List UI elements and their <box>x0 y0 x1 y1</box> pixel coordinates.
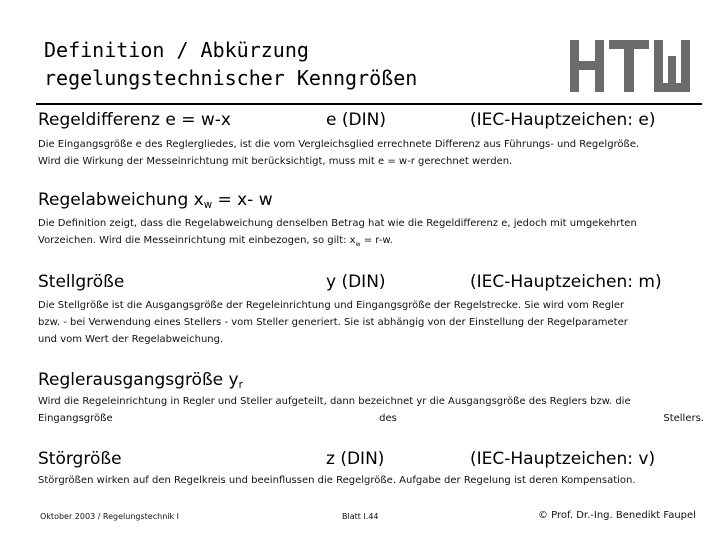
text-word: Stellers. <box>663 413 704 424</box>
symbol-regeldifferenz: e (DIN) <box>326 110 386 130</box>
text-subscript: w <box>355 241 361 248</box>
slide-title <box>44 36 417 92</box>
htw-logo <box>570 40 692 92</box>
text-line <box>38 232 704 253</box>
text-regelabweichung <box>38 215 704 253</box>
text-reglerausgangsgroesse <box>38 393 704 427</box>
title-line-1: Definition / Abkürzung <box>44 38 309 62</box>
heading-stoergroesse: Störgröße <box>38 449 122 469</box>
text-word: des <box>379 413 397 424</box>
text-stellgroesse <box>38 297 704 348</box>
heading-text: Regelabweichung x <box>38 190 204 210</box>
text-line: Störgrößen wirken auf den Regelkreis und beeinflussen die Regelgröße. Aufgabe der Regelung ist deren Kompensation. <box>38 475 636 486</box>
text-line: Die Definition zeigt, dass die Regelabweichung denselben Betrag hat wie die Regeldifferenz e, jedoch mit umgekehrten <box>38 218 637 229</box>
text-run: = r-w. <box>360 235 393 246</box>
footer-left: Oktober 2003 / Regelungstechnik I <box>40 512 180 521</box>
heading-subscript: r <box>238 380 243 391</box>
text-line: Wird die Regeleinrichtung in Regler und Steller aufgeteilt, dann bezeichnet yr die Ausgangsgröße des Reglers bzw. die <box>38 396 631 407</box>
symbol-stellgroesse: y (DIN) <box>326 272 386 292</box>
text-line: Wird die Wirkung der Messeinrichtung mit berücksichtigt, muss mit e = w-r gerechnet werden. <box>38 156 513 167</box>
heading-regeldifferenz: Regeldifferenz e = w-x <box>38 110 231 130</box>
text-line: und vom Wert der Regelabweichung. <box>38 334 224 345</box>
heading-subscript: w <box>203 200 213 211</box>
text-run: Vorzeichen. Wird die Messeinrichtung mit einbezogen, so gilt: x <box>38 235 356 246</box>
heading-reglerausgangsgroesse <box>38 370 243 391</box>
heading-text: = x- w <box>212 190 273 210</box>
text-line: Die Eingangsgröße e des Reglergliedes, ist die vom Vergleichsglied errechnete Differenz aus Führungs- und Regelgröße. <box>38 139 640 150</box>
text-stoergroesse <box>38 472 704 489</box>
iec-regeldifferenz: (IEC-Hauptzeichen: e) <box>470 110 656 130</box>
text-line: bzw. - bei Verwendung eines Stellers - vom Steller generiert. Sie ist abhängig von der Einstellung der Regelparameter <box>38 317 628 328</box>
heading-regelabweichung <box>38 190 273 211</box>
title-line-2: regelungstechnischer Kenngrößen <box>44 66 418 90</box>
iec-stellgroesse: (IEC-Hauptzeichen: m) <box>470 272 662 292</box>
text-line: Die Stellgröße ist die Ausgangsgröße der Regeleinrichtung und Eingangsgröße der Regelstrecke. Sie wird vom Regler <box>38 300 625 311</box>
footer-page: Blatt I.44 <box>342 512 379 521</box>
header-rule <box>36 103 702 105</box>
heading-stellgroesse: Stellgröße <box>38 272 125 292</box>
heading-text: Reglerausgangsgröße y <box>38 370 239 390</box>
text-line-justified <box>38 410 704 427</box>
text-word: Eingangsgröße <box>38 413 113 424</box>
iec-stoergroesse: (IEC-Hauptzeichen: v) <box>470 449 656 469</box>
footer-copyright: © Prof. Dr.-Ing. Benedikt Faupel <box>538 510 696 521</box>
text-regeldifferenz <box>38 136 704 170</box>
symbol-stoergroesse: z (DIN) <box>326 449 385 469</box>
